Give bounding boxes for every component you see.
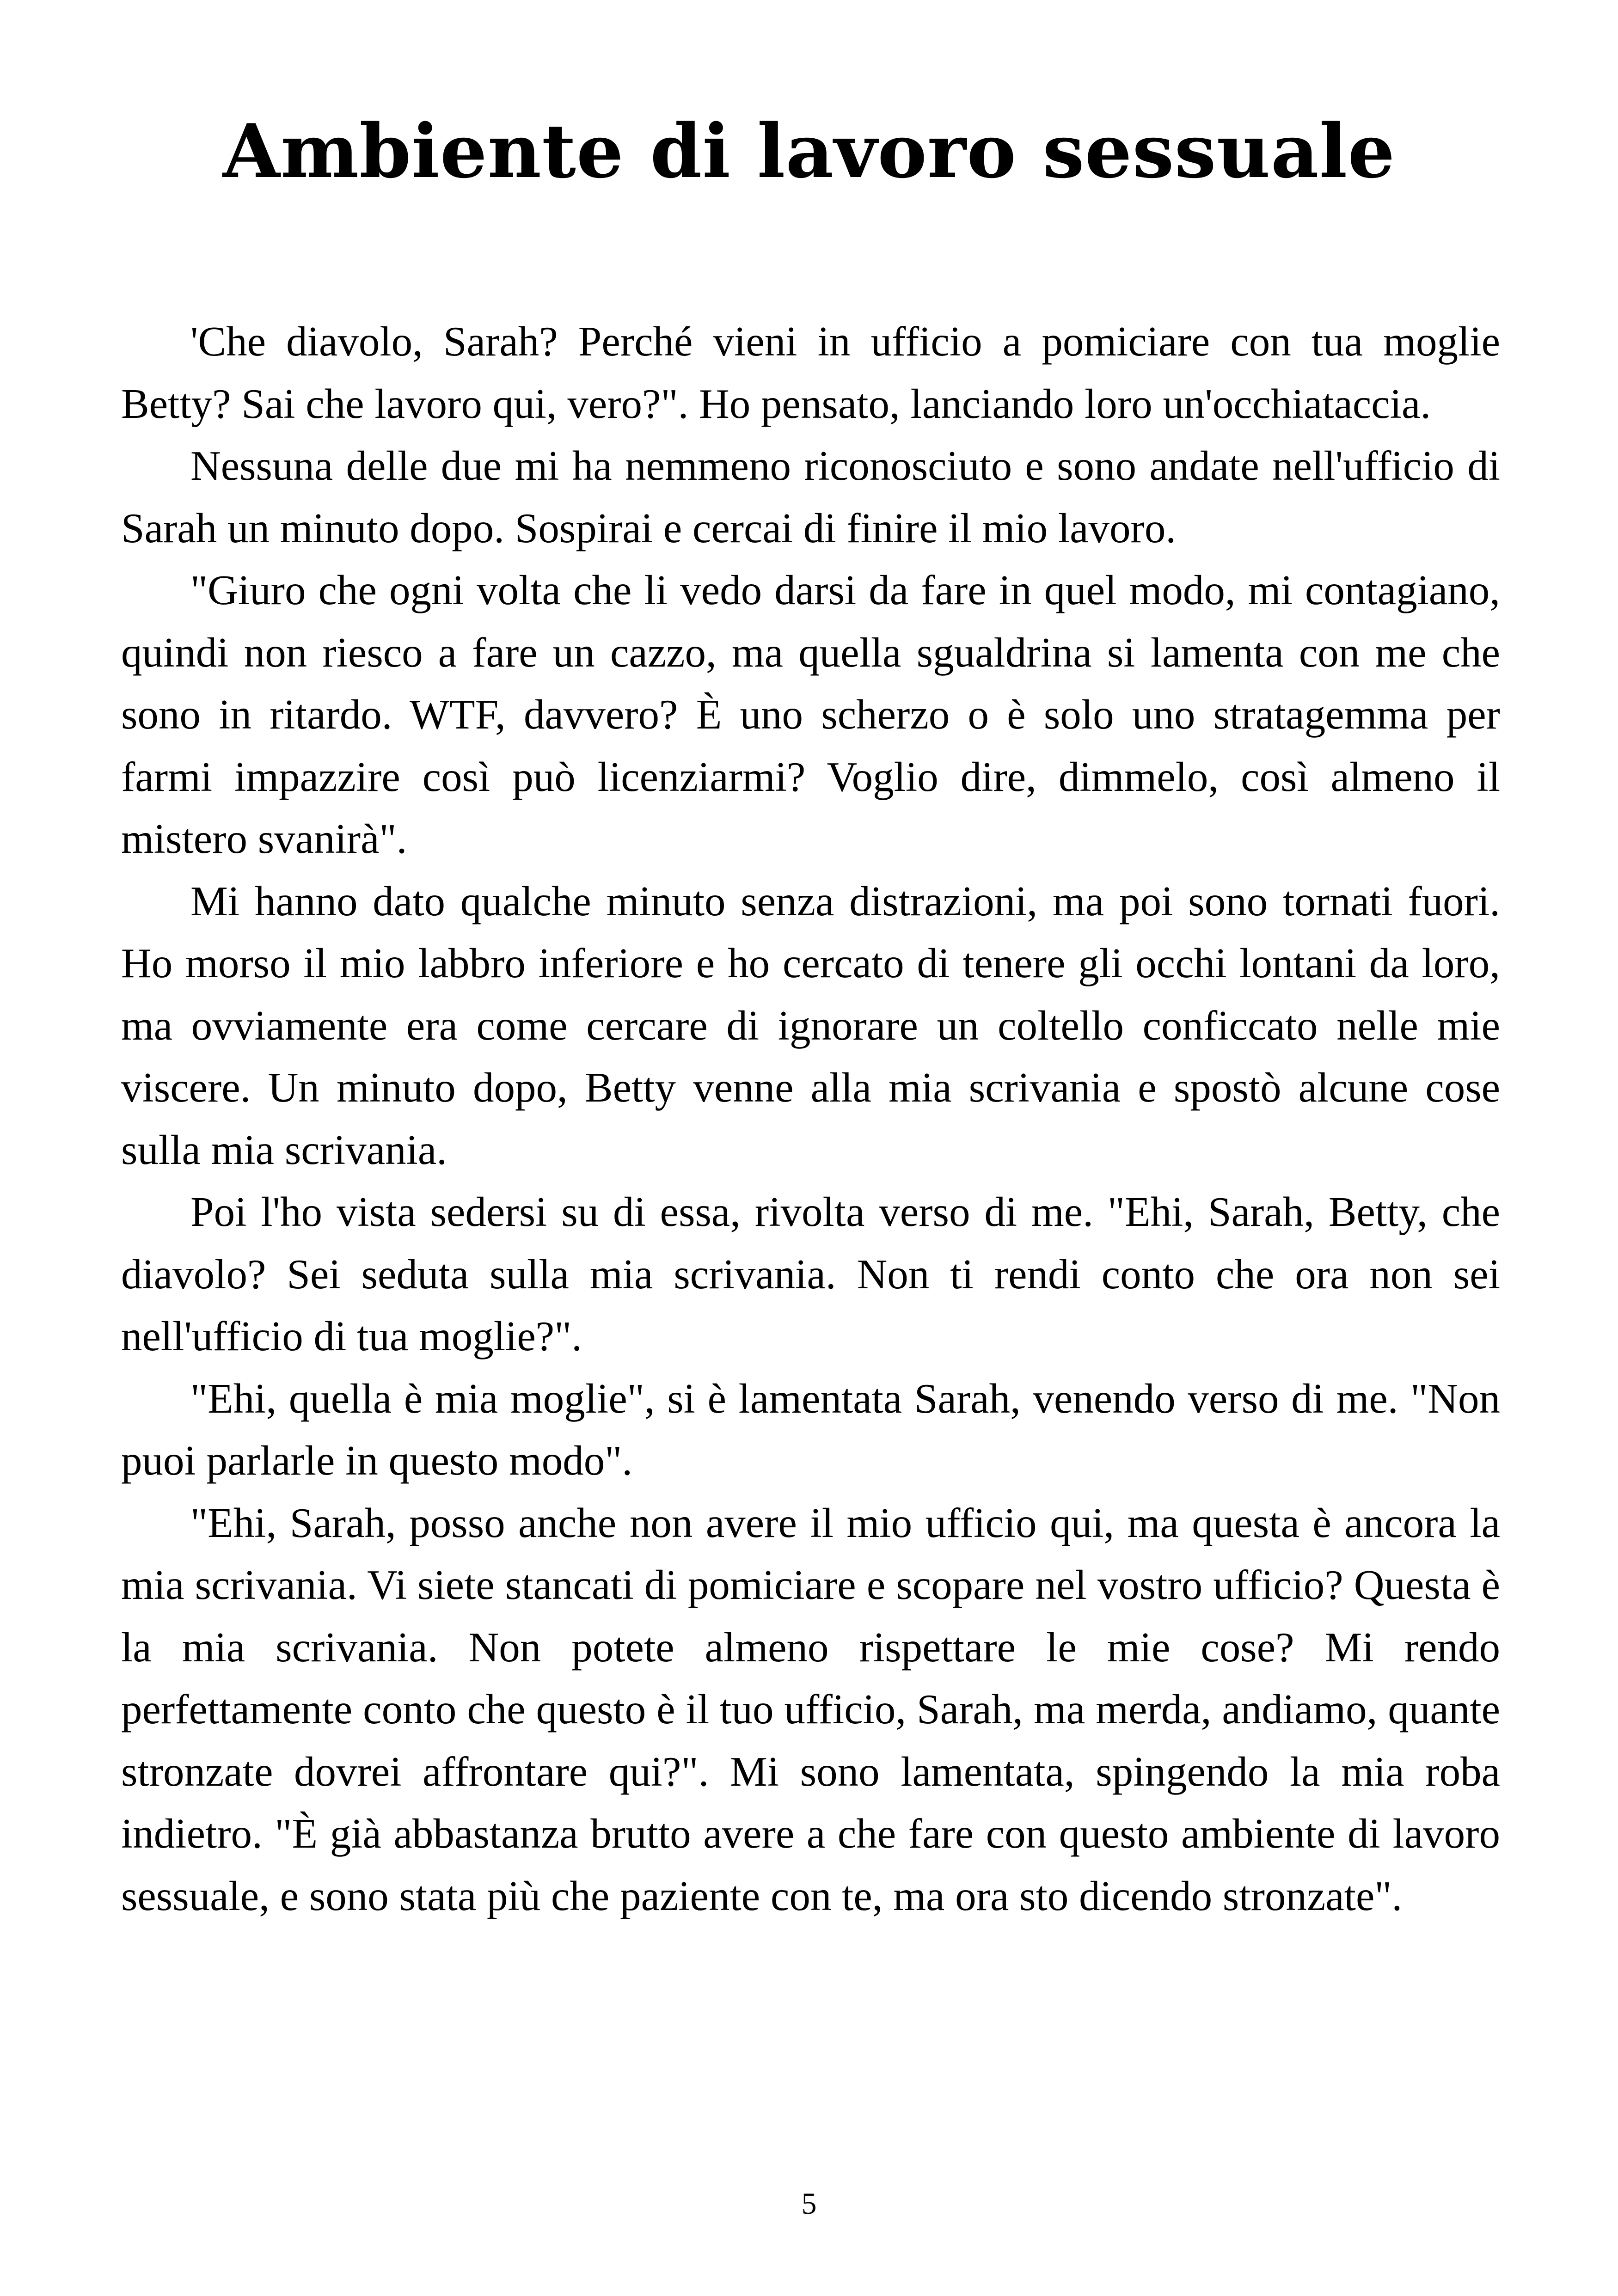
- body-text: [121, 311, 1500, 1927]
- paragraph: Poi l'ho vista sedersi su di essa, rivolta verso di me. "Ehi, Sarah, Betty, che diavolo? Sei seduta sulla mia scrivania. Non ti rendi conto che ora non sei nell'ufficio di tua moglie?".: [121, 1188, 1500, 1359]
- paragraph: 'Che diavolo, Sarah? Perché vieni in ufficio a pomiciare con tua moglie Betty? Sai che lavoro qui, vero?". Ho pensato, lanciando loro un'occhiataccia.: [121, 318, 1500, 427]
- chapter-title: Ambiente di lavoro sessuale: [222, 108, 1396, 195]
- page-number: 5: [801, 2187, 817, 2221]
- paragraph: "Giuro che ogni volta che li vedo darsi da fare in quel modo, mi contagiano, quindi non riesco a fare un cazzo, ma quella sgualdrina si lamenta con me che sono in ritardo. WTF, davvero? È uno scherzo o è solo uno stratagemma per farmi impazzire così può licenziarmi? Voglio dire, dimmelo, così almeno il mistero svanirà".: [121, 567, 1500, 862]
- paragraph: "Ehi, quella è mia moglie", si è lamentata Sarah, venendo verso di me. "Non puoi parlarle in questo modo".: [121, 1375, 1500, 1484]
- paragraph: "Ehi, Sarah, posso anche non avere il mio ufficio qui, ma questa è ancora la mia scrivania. Vi siete stancati di pomiciare e scopare nel vostro ufficio? Questa è la mia scrivania. Non potete almeno rispettare le mie cose? Mi rendo perfettamente conto che questo è il tuo ufficio, Sarah, ma merda, andiamo, quante stronzate dovrei affrontare qui?". Mi sono lamentata, spingendo la mia roba indietro. "È già abbastanza brutto avere a che fare con questo ambiente di lavoro sessuale, e sono stata più che paziente con te, ma ora sto dicendo stronzate".: [121, 1499, 1500, 1919]
- paragraph: Mi hanno dato qualche minuto senza distrazioni, ma poi sono tornati fuori. Ho morso il mio labbro inferiore e ho cercato di tenere gli occhi lontani da loro, ma ovviamente era come cercare di ignorare un coltello conficcato nelle mie viscere. Un minuto dopo, Betty venne alla mia scrivania e spostò alcune cose sulla mia scrivania.: [121, 877, 1500, 1173]
- paragraph: Nessuna delle due mi ha nemmeno riconosciuto e sono andate nell'ufficio di Sarah un minuto dopo. Sospirai e cercai di finire il mio lavoro.: [121, 442, 1500, 551]
